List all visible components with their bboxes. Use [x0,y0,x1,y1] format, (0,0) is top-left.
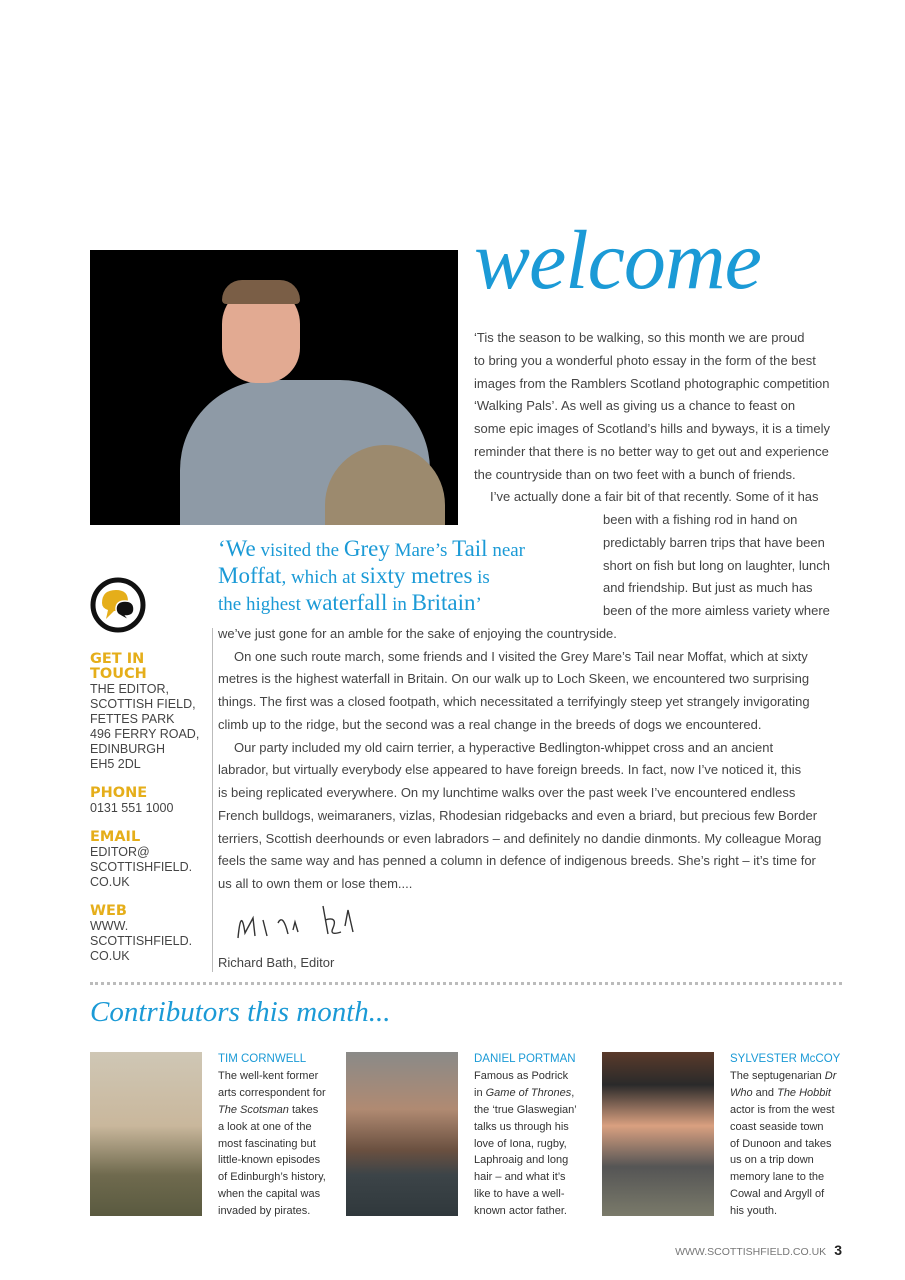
contributor-bio-line: like to have a well- [474,1188,565,1201]
pull-quote-segment: ’ [475,594,482,615]
email-line: CO.UK [90,875,130,889]
body-text-line: things. The first was a closed footpath, which necessitated a terrifyingly steep yet strangely invigorating [218,694,810,709]
contributor-bio-line: the ‘true Glaswegian’ [474,1103,577,1116]
body-text-line: climb up to the ridge, but the second was a real change in the breeds of dogs we encountered. [218,716,762,732]
body-text-line: feels the same way and has penned a column in defence of indigenous breeds. She’s right – it’s time for [218,853,816,869]
web-line: WWW. [90,919,129,933]
pull-quote-segment: is [472,567,490,588]
body-text-line: some epic images of Scotland’s hills and byways, it is a timely [474,421,830,436]
pull-quote-segment: visited the [255,540,344,561]
contributor-bio-line: a look at one of the [218,1120,312,1133]
contributor-photo-tim-cornwell [90,1052,202,1216]
web-address[interactable] [90,919,199,964]
contributor-bio-line: invaded by pirates. [218,1205,311,1218]
signoff: Richard Bath, Editor [218,955,335,970]
body-text-line: I’ve actually done a fair bit of that recently. Some of it has [490,489,819,505]
body-text-line: us all to own them or lose them.... [218,876,413,891]
contributor-bio-line: us on a trip down [730,1154,814,1167]
phone-heading: PHONE [90,785,148,801]
address-line: EDINBURGH [90,742,166,756]
pull-quote-segment: sixty metres [360,563,473,588]
body-text-line: and friendship. But just as much has [603,580,813,596]
body-text-line: is being replicated everywhere. On my lunchtime walks over the past week I’ve encountered endless [218,785,796,800]
body-text-line: reminder that there is no better way to get out and experience [474,443,829,459]
section-divider [90,982,842,985]
body-text-line: labrador, but virtually everybody else appeared to have foreign breeds. In fact, now I’ve noticed it, this [218,762,802,778]
contributor-bio-line: little-known episodes [218,1154,321,1167]
pull-quote-segment: Tail [452,536,488,561]
email-address[interactable] [90,845,199,890]
email-heading: EMAIL [90,829,141,845]
pull-quote-segment: Moffat [218,563,282,588]
contributor-bio-line: arts correspondent for [218,1086,326,1099]
contributor-bio-line: hair – and what it’s [474,1171,566,1184]
pull-quote-line [218,563,525,590]
body-text-line: to bring you a wonderful photo essay in the form of the best [474,352,816,368]
body-text-line: ‘Tis the season to be walking, so this month we are proud [474,330,805,345]
contributor-name: DANIEL PORTMAN [474,1053,576,1065]
editor-signature [233,898,363,948]
contributor-bio [474,1051,592,1220]
body-text-line: predictably barren trips that have been [603,534,825,550]
phone-number: 0131 551 1000 [90,801,174,815]
contributor-bio-line: his youth. [730,1205,778,1218]
footer-url[interactable]: WWW.SCOTTISHFIELD.CO.UK [675,1246,827,1258]
address-line: THE EDITOR, [90,682,169,696]
contributors-title: Contributors this month... [90,996,391,1028]
editor-photo [90,250,458,525]
page-title: welcome [474,214,761,307]
contributor-name: SYLVESTER McCOY [730,1053,841,1065]
body-text-line: short on fish but long on laughter, lunch [603,557,830,573]
body-text-line: been with a fishing rod in hand on [603,512,798,527]
speech-bubbles-icon [90,577,146,633]
web-line: CO.UK [90,949,130,963]
body-text-line: metres is the highest waterfall in Britain. On our walk up to Loch Skeen, we encountered two surprising [218,671,810,687]
body-text-line: been of the more aimless variety where [603,603,830,618]
contributor-bio [730,1051,848,1220]
contributor-bio-line: when the capital was [218,1188,321,1201]
contributor-bio-line: Famous as Podrick [474,1069,569,1082]
page-number: 3 [834,1242,842,1258]
footer [675,1242,842,1258]
contributor-bio-line: actor is from the west [730,1103,835,1116]
contributor-bio-line: coast seaside town [730,1120,824,1133]
body-text-line: On one such route march, some friends and I visited the Grey Mare’s Tail near Moffat, which at sixty [234,648,808,664]
pull-quote-segment: waterfall [305,590,388,615]
pull-quote-segment: Britain [411,590,476,615]
body-text-line: ‘Walking Pals’. As well as giving us a chance to feast on [474,398,796,414]
address [90,682,199,772]
email-line: SCOTTISHFIELD. [90,860,193,874]
pull-quote [218,536,525,617]
contributor-bio-line: Who and The Hobbit [730,1086,831,1099]
get-in-touch-heading: GET IN TOUCH [90,651,147,682]
pull-quote-segment: Grey [343,536,390,561]
pull-quote-segment: , which at [281,567,361,588]
contributor-bio-line: love of Iona, rugby, [474,1137,567,1150]
contributor-bio-line: Cowal and Argyll of [730,1188,825,1201]
pull-quote-line [218,590,525,617]
column-divider [212,628,213,972]
contributor-bio-line: memory lane to the [730,1171,825,1184]
email-line: EDITOR@ [90,845,150,859]
web-line: SCOTTISHFIELD. [90,934,193,948]
address-line: 496 FERRY ROAD, [90,727,200,741]
body-text-line: terriers, Scottish deerhounds or even labradors – and definitely no dandie dinmonts. My colleague Morag [218,830,822,846]
address-line: FETTES PARK [90,712,175,726]
address-line: SCOTTISH FIELD, [90,697,196,711]
body-text-line: the countryside than on two feet with a bunch of friends. [474,466,796,482]
body-text-line: French bulldogs, weimaraners, vizlas, Rhodesian ridgebacks and even a briard, but precious few Border [218,807,818,823]
contributor-photo-sylvester-mccoy [602,1052,714,1216]
pull-quote-segment: ‘We [218,536,256,561]
contributor-bio-line: The well-kent former [218,1069,319,1082]
pull-quote-segment: near [487,540,526,561]
pull-quote-line [218,536,525,563]
body-text-line: Our party included my old cairn terrier, a hyperactive Bedlington-whippet cross and an ancient [234,739,774,755]
pull-quote-segment: Mare’s [389,540,453,561]
contributor-bio-line: known actor father. [474,1205,567,1218]
contributor-bio-line: of Edinburgh’s history, [218,1171,326,1184]
body-text-line: we’ve just gone for an amble for the sake of enjoying the countryside. [218,625,617,641]
address-line: EH5 2DL [90,757,141,771]
contributor-bio-line: Laphroaig and long [474,1154,569,1167]
contributor-bio-line: The septugenarian Dr [730,1069,837,1082]
contributor-bio-line: most fascinating but [218,1137,316,1150]
contributor-photo-daniel-portman [346,1052,458,1216]
contributor-bio [218,1051,336,1220]
contributor-name: TIM CORNWELL [218,1053,307,1065]
contributor-bio-line: talks us through his [474,1120,569,1133]
contributor-bio-line: of Dunoon and takes [730,1137,832,1150]
contact-section [90,652,199,964]
web-heading: WEB [90,903,127,919]
pull-quote-segment: the highest [218,594,306,615]
pull-quote-segment: in [387,594,412,615]
body-text-line: images from the Ramblers Scotland photographic competition [474,375,830,391]
contributor-bio-line: The Scotsman takes [218,1103,319,1116]
contributor-bio-line: in Game of Thrones, [474,1086,575,1099]
